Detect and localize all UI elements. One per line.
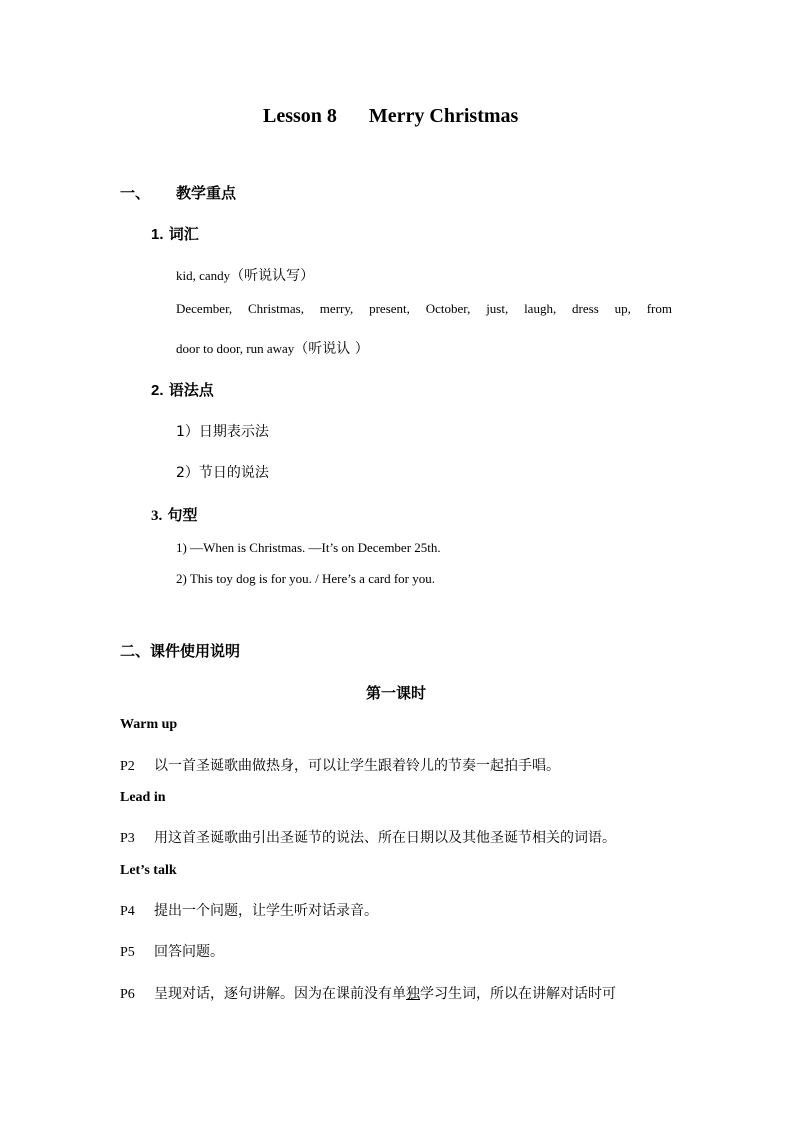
slide-note-p3 <box>120 827 616 847</box>
slide-code: P4 <box>120 904 135 919</box>
page-title <box>263 105 518 128</box>
vocab-line-2: December, Christmas, merry, present, October, just, laugh, dress up, from <box>176 301 672 316</box>
slide-note-text: 以一首圣诞歌曲做热身，可以让学生跟着铃儿的节奏一起拍手唱。 <box>154 758 560 774</box>
sentence-item: 2) This toy dog is for you. / Here’s a card for you. <box>176 571 435 586</box>
slide-code: P5 <box>120 945 135 960</box>
vocab-line-3 <box>176 338 369 358</box>
slide-code: P6 <box>120 987 135 1002</box>
sentences-heading <box>151 504 198 525</box>
slide-note-text: 回答问题。 <box>154 944 224 960</box>
slide-note-text-underlined: 独 <box>406 986 420 1002</box>
slide-code: P2 <box>120 759 135 774</box>
slide-code: P3 <box>120 831 135 846</box>
slide-note-text: 提出一个问题，让学生听对话录音。 <box>154 903 378 919</box>
grammar-item: 1）日期表示法 <box>176 424 269 440</box>
sentence-item: 1) —When is Christmas. —It’s on December 25th. <box>176 540 441 555</box>
slide-note-text: 用这首圣诞歌曲引出圣诞节的说法、所在日期以及其他圣诞节相关的词语。 <box>154 830 616 846</box>
block-label-lets-talk: Let’s talk <box>120 863 177 878</box>
lesson-name: Merry Christmas <box>368 105 519 127</box>
vocab-skill-note-2: （听说认 ） <box>294 341 369 357</box>
section2-heading: 二、课件使用说明 <box>120 642 241 660</box>
vocab-heading <box>151 223 199 244</box>
block-label-lead-in: Lead in <box>120 790 166 805</box>
block-label-warm-up: Warm up <box>120 717 178 732</box>
section1-heading: 教学重点 <box>176 184 237 202</box>
grammar-item: 2）节日的说法 <box>176 465 269 481</box>
sentences-heading-text: 句型 <box>167 506 198 524</box>
grammar-heading <box>151 379 214 400</box>
vocab-skill-note-1: （听说认写） <box>230 268 315 284</box>
slide-note-p4 <box>120 900 378 920</box>
slide-note-text: 学习生词，所以在讲解对话时可 <box>420 986 616 1002</box>
section1-marker: 一、 <box>120 184 151 202</box>
sentences-heading-number: 3. <box>151 508 163 524</box>
lesson-number: Lesson 8 <box>263 105 337 127</box>
slide-note-text: 呈现对话，逐句讲解。因为在课前没有单 <box>154 986 406 1002</box>
slide-note-p5 <box>120 941 224 961</box>
slide-note-p6 <box>120 983 616 1003</box>
vocab-heading-text: 词汇 <box>168 225 199 243</box>
slide-note-p2 <box>120 755 560 775</box>
vocab-heading-number: 1. <box>151 226 164 243</box>
grammar-heading-number: 2. <box>151 382 164 399</box>
lesson-period-heading: 第一课时 <box>366 684 427 702</box>
vocab-line-1 <box>176 265 314 285</box>
vocab-words-four-skill: kid, candy <box>176 268 231 283</box>
grammar-heading-text: 语法点 <box>168 381 214 399</box>
vocab-words-three-skill: door to door, run away <box>176 341 295 356</box>
